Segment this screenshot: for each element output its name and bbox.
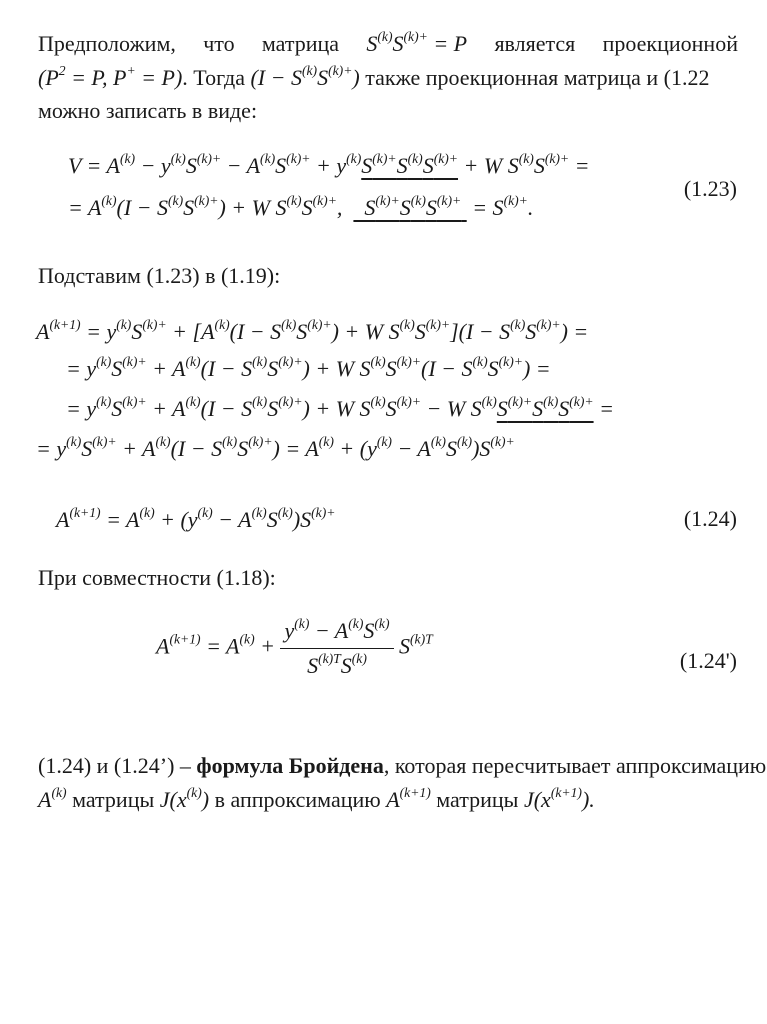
final-line2: $A^{(k)}$ матрицы $J(x^{(k)})$ в аппроксимацию $A^{(k+1)}$ матрицы $J(x^{(k+1)})$. <box>38 784 595 812</box>
para1-line2: ($P^2 = P$, P+ = P). Тогда $(I - S^{(k)}S^{(k)+})$ также проекционная матрица и (1.22 <box>38 62 710 90</box>
word: что <box>203 31 235 56</box>
inline-formula-complement: $(I - S^{(k)}S^{(k)+})$ <box>250 62 360 90</box>
inline-formula-projection: $S^{(k)}S^{(k)+} = P$ <box>366 28 468 56</box>
derivation-line2: = $y^{(k)}S^{(k)+} + A^{(k)}(I - S^{(k)}S^{(k)+}) + W$ $S^{(k)}S^{(k)+}(I - S^{(k)}S^{(k)+})$ = <box>66 353 551 381</box>
word: матрица <box>261 31 340 56</box>
final-line1: (1.24) и (1.24’) – формула Бройдена, которая пересчитывает аппроксимацию <box>38 753 767 778</box>
para1-line3: можно записать в виде: <box>38 98 258 123</box>
eq-1-23-line1: $V = A^{(k)} - y^{(k)}S^{(k)+} - A^{(k)}S^{(k)+} + y^{(k)}S^{(k)+}S^{(k)}S^{(k)+} + W$ $S^{(k)}S^{(k)+}$ = <box>68 150 590 178</box>
derivation-line1: $A^{(k+1)} = y^{(k)}S^{(k)+} + [A^{(k)}(I - S^{(k)}S^{(k)+}) + W$ $S^{(k)}S^{(k)+}](I - S^{(k)}S^{(k)+})$ = <box>36 316 589 344</box>
eq-1-23-line2: = $A^{(k)}(I - S^{(k)}S^{(k)+}) + W$ $S^{(k)}S^{(k)+}$, $S^{(k)+}S^{(k)}S^{(k)+} = S^{(k)+}$. <box>68 192 534 220</box>
inline-formula-conditions: ($P^2 = P$, P+ = P) <box>38 62 183 90</box>
compatibility-text: При совместности (1.18): <box>38 565 276 590</box>
derivation-line3: = $y^{(k)}S^{(k)+} + A^{(k)}(I - S^{(k)}S^{(k)+}) + W$ $S^{(k)}S^{(k)+} - W$ $S^{(k)}S^{(k)+}S^{(k)}S^{(k)+}$ = <box>66 393 614 421</box>
eq-1-24-prime-number: (1.24') <box>679 648 737 673</box>
eq-1-24: $A^{(k+1)} = A^{(k)} + (y^{(k)} - A^{(k)}S^{(k)})S^{(k)+}$ <box>56 504 336 532</box>
substitution-text: Подставим (1.23) в (1.19): <box>38 263 281 288</box>
word: является <box>494 31 576 56</box>
word: Предположим, <box>38 31 176 56</box>
eq-1-23-number: (1.23) <box>683 176 737 201</box>
para1-line1 <box>38 30 738 58</box>
derivation-line4: = $y^{(k)}S^{(k)+} + A^{(k)}(I - S^{(k)}S^{(k)+}) = A^{(k)} + (y^{(k)} - A^{(k)}S^{(k)})S^{(k)+}$ <box>36 433 515 461</box>
word: проекционной <box>602 31 738 56</box>
eq-1-24-prime: $A^{(k+1)} = A^{(k)}$ + $\frac{y^{(k)} - A^{(k)}S^{(k)}}{S^{(k)T}S^{(k)}}$ $S^{(k)T}$ <box>156 616 433 681</box>
eq-1-24-number: (1.24) <box>683 506 737 531</box>
broyden-formula-term: формула Бройдена <box>196 753 384 778</box>
broyden-fraction: $\frac{y^{(k)} - A^{(k)}S^{(k)}}{S^{(k)T}S^{(k)}}$ <box>280 616 393 681</box>
